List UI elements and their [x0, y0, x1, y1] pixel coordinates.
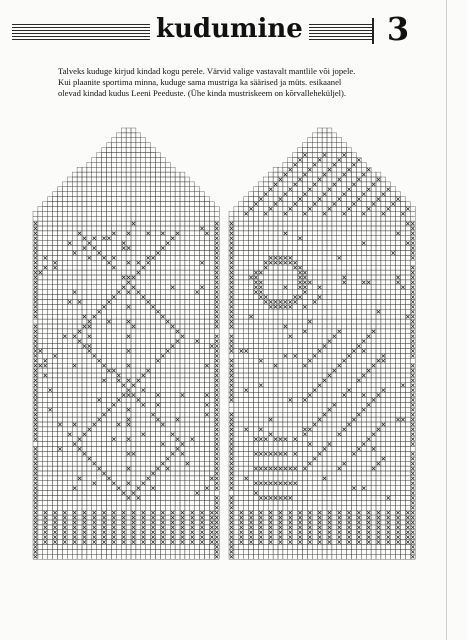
left-mitten-chart	[30, 126, 220, 566]
right-mitten-chart	[226, 126, 416, 566]
intro-line-2: Kui plaanite sportima minna, kuduge sama mustriga ka säärised ja müts. esikaanel	[58, 77, 342, 87]
intro-text	[58, 66, 378, 99]
intro-line-1: Talveks kuduge kirjud kindad kogu perele. Värvid valige vastavalt mantlile või jopele.	[58, 66, 356, 76]
page-header	[12, 10, 412, 48]
page-edge	[446, 0, 447, 640]
stitch-grid	[33, 128, 219, 559]
page-number: 3	[386, 10, 410, 48]
intro-line-3: olevad kindad kudus Leeni Peeduste. (Ühe kinda mustriskeem on kõrvalleheküljel).	[58, 88, 347, 98]
stitch-grid	[229, 128, 415, 559]
page-title: kudumine	[150, 14, 309, 44]
